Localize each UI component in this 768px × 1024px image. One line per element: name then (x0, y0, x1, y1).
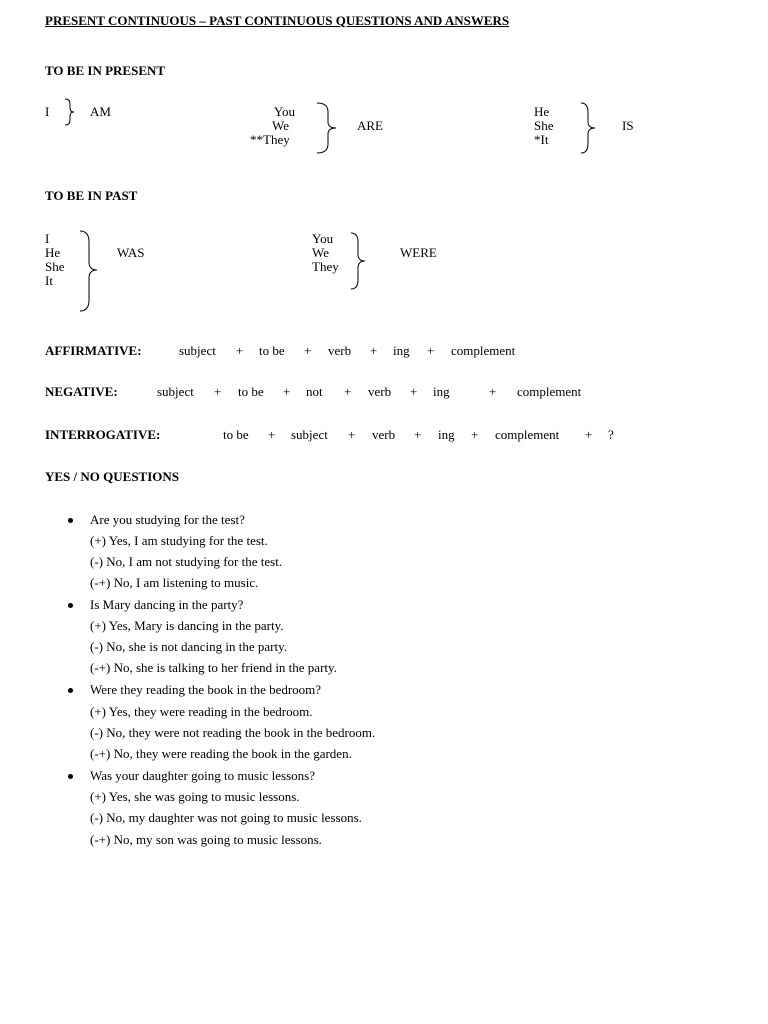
answer-text: (-+) No, she is talking to her friend in the party. (90, 660, 337, 675)
interrogative-part: + (471, 427, 479, 442)
question-text: Are you studying for the test? (90, 512, 245, 527)
answer-text: (+) Yes, I am studying for the test. (90, 533, 268, 548)
past-pronoun-they: They (312, 259, 339, 274)
bullet-icon (68, 603, 73, 608)
answer-text: (-) No, I am not studying for the test. (90, 554, 283, 569)
answer-text: (-) No, she is not dancing in the party. (90, 639, 287, 654)
affirmative-part: + (427, 343, 435, 358)
present-heading: TO BE IN PRESENT (45, 63, 166, 78)
negative-part: + (283, 384, 291, 399)
bullet-icon (68, 774, 73, 779)
answer-text: (-+) No, they were reading the book in the garden. (90, 746, 352, 761)
answer-text: (+) Yes, Mary is dancing in the party. (90, 618, 284, 633)
bullet-icon (68, 518, 73, 523)
answer-text: (-+) No, my son was going to music lessons. (90, 832, 322, 847)
affirmative-part: + (304, 343, 312, 358)
affirmative-part: to be (259, 343, 285, 358)
present-pronoun-i: I (45, 104, 50, 119)
affirmative-part: ing (393, 343, 410, 358)
interrogative-label: INTERROGATIVE: (45, 427, 161, 442)
brace-icon (578, 102, 598, 154)
answer-text: (-+) No, I am listening to music. (90, 575, 259, 590)
question-text: Is Mary dancing in the party? (90, 597, 244, 612)
present-pronoun-he: He (534, 104, 550, 119)
interrogative-part: verb (372, 427, 396, 442)
past-pronoun-i: I (45, 231, 50, 246)
interrogative-part: + (414, 427, 422, 442)
question-text: Was your daughter going to music lessons? (90, 768, 315, 783)
past-pronoun-she: She (45, 259, 65, 274)
present-pronoun-she: She (534, 118, 554, 133)
negative-part: + (344, 384, 352, 399)
present-pronoun-we: We (272, 118, 289, 133)
affirmative-part: + (370, 343, 378, 358)
present-pronoun-it: *It (534, 132, 549, 147)
present-verb-are: ARE (357, 118, 383, 133)
negative-part: subject (157, 384, 194, 399)
negative-part: + (410, 384, 418, 399)
affirmative-part: + (236, 343, 244, 358)
present-verb-am: AM (90, 104, 111, 119)
negative-label: NEGATIVE: (45, 384, 118, 399)
present-pronoun-they: **They (250, 132, 290, 147)
interrogative-part: ? (608, 427, 614, 442)
interrogative-part: + (348, 427, 356, 442)
interrogative-part: to be (223, 427, 249, 442)
negative-part: not (306, 384, 323, 399)
interrogative-part: + (585, 427, 593, 442)
past-pronoun-you: You (312, 231, 334, 246)
bullet-icon (68, 688, 73, 693)
brace-icon (77, 230, 99, 312)
question-text: Were they reading the book in the bedroom? (90, 682, 322, 697)
interrogative-part: subject (291, 427, 328, 442)
past-pronoun-he: He (45, 245, 61, 260)
affirmative-part: complement (451, 343, 516, 358)
page-title: PRESENT CONTINUOUS – PAST CONTINUOUS QUESTIONS AND ANSWERS (45, 13, 510, 28)
interrogative-part: complement (495, 427, 560, 442)
present-verb-is: IS (622, 118, 634, 133)
answer-text: (+) Yes, they were reading in the bedroom. (90, 704, 313, 719)
past-verb-were: WERE (400, 245, 437, 260)
negative-part: to be (238, 384, 264, 399)
answer-text: (-) No, they were not reading the book in the bedroom. (90, 725, 376, 740)
negative-part: verb (368, 384, 392, 399)
past-heading: TO BE IN PAST (45, 188, 138, 203)
present-pronoun-you: You (273, 104, 295, 119)
affirmative-part: subject (179, 343, 216, 358)
past-verb-was: WAS (117, 245, 145, 260)
negative-part: + (214, 384, 222, 399)
past-pronoun-we: We (312, 245, 329, 260)
interrogative-part: ing (438, 427, 455, 442)
yes-no-heading: YES / NO QUESTIONS (45, 469, 180, 484)
affirmative-part: verb (328, 343, 352, 358)
affirmative-label: AFFIRMATIVE: (45, 343, 142, 358)
negative-part: + (489, 384, 497, 399)
brace-icon (62, 98, 76, 126)
negative-part: ing (433, 384, 450, 399)
answer-text: (+) Yes, she was going to music lessons. (90, 789, 300, 804)
past-pronoun-it: It (45, 273, 53, 288)
interrogative-part: + (268, 427, 276, 442)
brace-icon (314, 102, 338, 154)
negative-part: complement (517, 384, 582, 399)
answer-text: (-) No, my daughter was not going to music lessons. (90, 810, 362, 825)
brace-icon (348, 232, 368, 290)
